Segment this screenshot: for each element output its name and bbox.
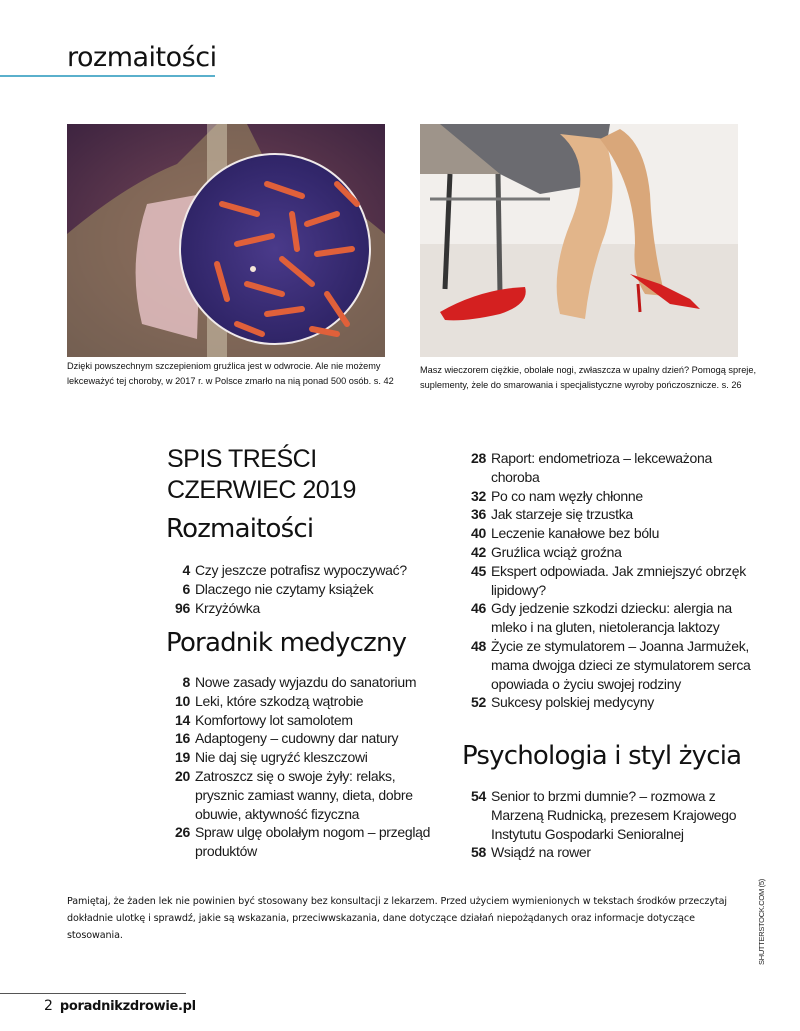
toc-entry-title: Zatroszcz się o swoje żyły: relaks, prysznic zamiast wanny, dieta, dobre obuwie, aktywność fizyczna: [195, 767, 413, 822]
toc-page-number: 20: [175, 767, 190, 784]
toc-page-number: 48: [471, 637, 486, 654]
toc-entry[interactable]: [462, 787, 762, 843]
toc-page-number: 16: [175, 730, 190, 747]
toc-entry-title: Spraw ulgę obolałym nogom – przegląd produktów: [195, 824, 431, 860]
toc-entry[interactable]: [166, 823, 436, 861]
toc-entry-title: Gruźlica wciąż groźna: [491, 543, 622, 560]
toc-entry[interactable]: [462, 505, 762, 524]
toc-page-number: 36: [471, 506, 486, 523]
toc-entry[interactable]: [462, 599, 762, 637]
category-heading-rozmaitosci: Rozmaitości: [166, 514, 314, 544]
toc-entry-title: Nie daj się ugryźć kleszczowi: [195, 749, 368, 766]
toc-title-line2: CZERWIEC 2019: [167, 476, 356, 504]
toc-list-rozmaitosci: [166, 561, 436, 617]
toc-title-line1: SPIS TREŚCI: [167, 445, 317, 473]
category-heading-poradnik-medyczny: Poradnik medyczny: [166, 628, 407, 658]
site-name[interactable]: poradnikzdrowie.pl: [59, 999, 196, 1014]
toc-page-number: 32: [471, 487, 486, 504]
toc-page-number: 52: [471, 694, 486, 711]
toc-page-number: 26: [175, 824, 190, 841]
toc-entry-title: Dlaczego nie czytamy książek: [195, 580, 374, 597]
toc-page-number: 40: [471, 525, 486, 542]
category-heading-psychologia: Psychologia i styl życia: [462, 741, 742, 771]
photo-caption-right: Masz wieczorem ciężkie, obolałe nogi, zwłaszcza w upalny dzień? Pomogą spreje, suplementy, żele do smarowania i specjalistyczne wyroby pończosznicze. s. 26: [420, 365, 757, 390]
toc-page-number: 8: [182, 674, 190, 690]
photo-credit: SHUTTERSTOCK.COM (5): [757, 879, 766, 965]
toc-page-number: 54: [471, 788, 486, 804]
toc-page-number: 46: [471, 600, 486, 617]
toc-page-number: 96: [175, 599, 190, 616]
toc-page-number: 4: [182, 562, 190, 578]
toc-entry-title: Senior to brzmi dumnie? – rozmowa z Marzeną Rudnicką, prezesem Krajowego Instytutu Gospodarki Senioralnej: [491, 788, 737, 842]
toc-entry-title: Krzyżówka: [195, 599, 260, 616]
toc-page-number: 58: [471, 844, 486, 861]
toc-entry-title: Jak starzeje się trzustka: [491, 506, 633, 523]
toc-entry[interactable]: [166, 729, 436, 748]
toc-entry[interactable]: [166, 599, 436, 618]
toc-entry[interactable]: [166, 711, 436, 730]
toc-entry-title: Gdy jedzenie szkodzi dziecku: alergia na mleko i na gluten, nietolerancja laktozy: [491, 600, 732, 636]
toc-entry-title: Leki, które szkodzą wątrobie: [195, 692, 364, 709]
toc-entry[interactable]: [166, 748, 436, 767]
toc-list-poradnik-medyczny: [166, 673, 436, 861]
toc-list-poradnik-medyczny-continued: [462, 449, 762, 712]
toc-entry[interactable]: [462, 487, 762, 506]
toc-page-number: 10: [175, 692, 190, 709]
toc-entry[interactable]: [462, 524, 762, 543]
toc-entry-title: Leczenie kanałowe bez bólu: [491, 525, 660, 542]
toc-page-number: 28: [471, 450, 486, 466]
toc-entry[interactable]: [462, 843, 762, 862]
toc-entry-title: Ekspert odpowiada. Jak zmniejszyć obrzęk lipidowy?: [491, 562, 746, 598]
toc-entry[interactable]: [166, 561, 436, 580]
toc-entry-title: Raport: endometrioza – lekceważona choroba: [491, 450, 712, 485]
header-rule: [0, 75, 215, 77]
toc-entry-title: Nowe zasady wyjazdu do sanatorium: [195, 674, 417, 690]
toc-page-number: 42: [471, 543, 486, 560]
toc-entry[interactable]: [166, 692, 436, 711]
medical-disclaimer: Pamiętaj, że żaden lek nie powinien być stosowany bez konsultacji z lekarzem. Przed użyciem wymienionych w tekstach środków przeczytaj dokładnie ulotkę i sprawdź, jakie są wskazania, przeciwwskazania, dane dotyczące działań niepożądanych oraz informacje dotyczące stosowania.: [67, 896, 727, 941]
toc-page-number: 6: [182, 580, 190, 597]
section-header: rozmaitości: [67, 42, 217, 73]
footer-rule: [0, 993, 186, 994]
toc-entry-title: Życie ze stymulatorem – Joanna Jarmużek, mama dwojga dzieci ze stymulatorem serca opowiada o życiu swojej rodziny: [491, 637, 751, 692]
toc-entry[interactable]: [462, 637, 762, 693]
toc-entry-title: Komfortowy lot samolotem: [195, 711, 353, 728]
toc-page-number: 14: [175, 711, 190, 728]
toc-entry-title: Wsiądź na rower: [491, 844, 591, 861]
photo-caption-left: Dzięki powszechnym szczepieniom gruźlica jest w odwrocie. Ale nie możemy lekceważyć tej choroby, w 2017 r. w Polsce zmarło na nią ponad 500 osób. s. 42: [67, 361, 394, 386]
toc-page-number: 19: [175, 749, 190, 766]
toc-entry-title: Adaptogeny – cudowny dar natury: [195, 730, 399, 747]
toc-list-psychologia: [462, 787, 762, 862]
legs-photo: [420, 124, 738, 357]
toc-page-number: 45: [471, 562, 486, 579]
page-footer: [44, 998, 196, 1014]
toc-entry[interactable]: [462, 562, 762, 600]
toc-entry-title: Czy jeszcze potrafisz wypoczywać?: [195, 562, 407, 578]
toc-entry[interactable]: [462, 693, 762, 712]
page-number: 2: [44, 998, 53, 1014]
toc-title: [167, 444, 356, 506]
toc-entry[interactable]: [166, 673, 436, 692]
toc-entry-title: Po co nam węzły chłonne: [491, 487, 643, 504]
toc-entry[interactable]: [166, 767, 436, 823]
toc-entry-title: Sukcesy polskiej medycyny: [491, 694, 654, 711]
toc-entry[interactable]: [462, 543, 762, 562]
toc-entry[interactable]: [462, 449, 762, 487]
tuberculosis-photo: [67, 124, 385, 357]
toc-entry[interactable]: [166, 580, 436, 599]
